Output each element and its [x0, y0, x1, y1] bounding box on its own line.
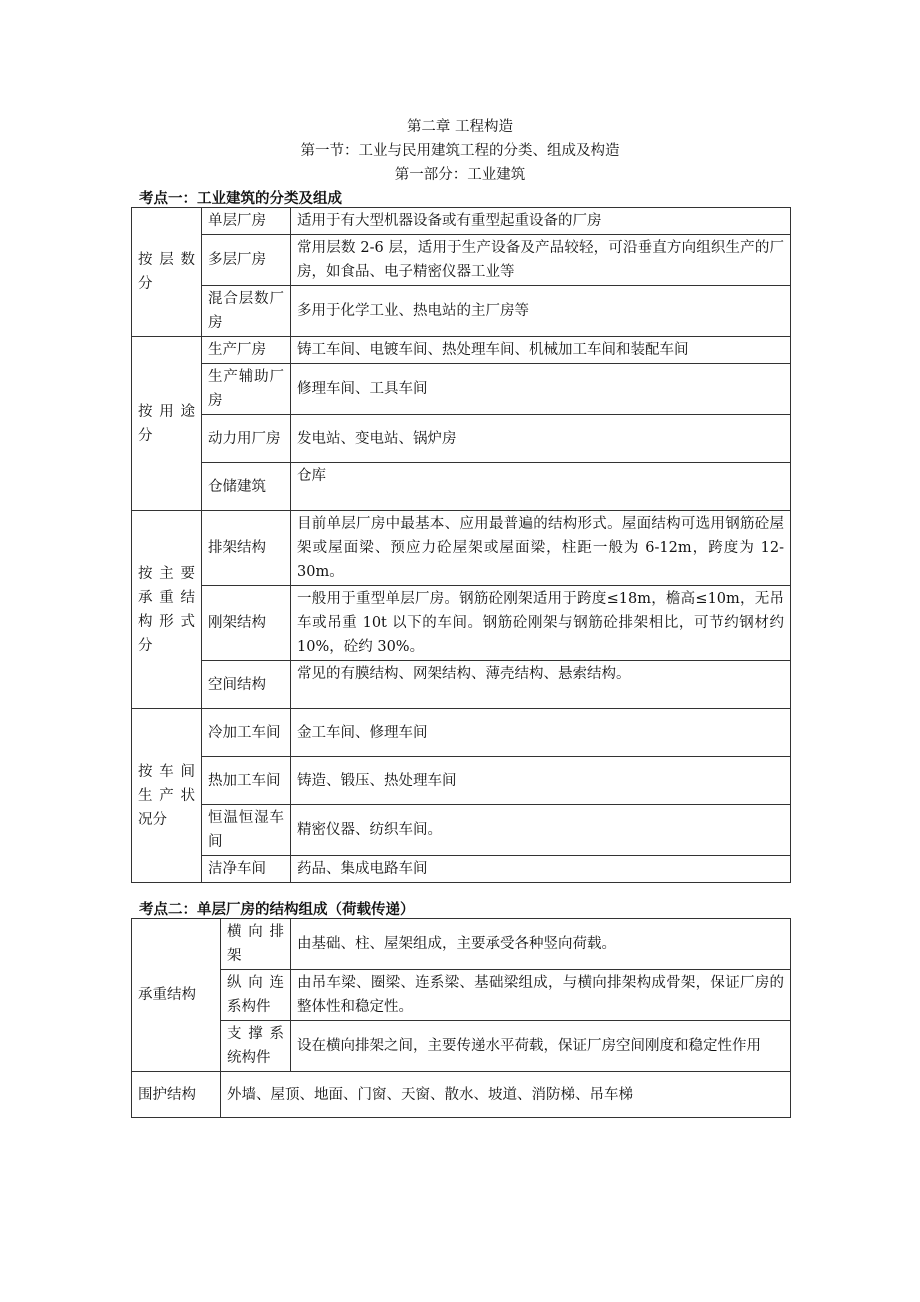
desc-cell: 常用层数 2-6 层，适用于生产设备及产品较轻，可沿垂直方向组织生产的厂房，如食品、电子精密仪器工业等	[291, 235, 791, 286]
type-cell: 单层厂房	[202, 208, 291, 235]
table-row	[132, 661, 791, 709]
type-cell: 热加工车间	[202, 757, 291, 805]
point1-heading: 考点一：工业建筑的分类及组成	[139, 190, 342, 207]
category-cell: 按层数分	[132, 208, 202, 337]
type-cell: 洁净车间	[202, 856, 291, 883]
desc-cell: 铸工车间、电镀车间、热处理车间、机械加工车间和装配车间	[291, 337, 791, 364]
table-row	[132, 757, 791, 805]
table-row	[132, 709, 791, 757]
type-cell: 横向排架	[221, 919, 291, 970]
table-row	[132, 415, 791, 463]
desc-cell: 适用于有大型机器设备或有重型起重设备的厂房	[291, 208, 791, 235]
table-row	[132, 1072, 791, 1118]
desc-cell: 金工车间、修理车间	[291, 709, 791, 757]
table-row	[132, 511, 791, 586]
type-cell: 动力用厂房	[202, 415, 291, 463]
part-title: 第一部分：工业建筑	[394, 167, 526, 183]
table-row	[132, 586, 791, 661]
desc-cell: 铸造、锻压、热处理车间	[291, 757, 791, 805]
desc-cell: 精密仪器、纺织车间。	[291, 805, 791, 856]
desc-cell: 外墙、屋顶、地面、门窗、天窗、散水、坡道、消防梯、吊车梯	[221, 1072, 791, 1118]
desc-cell: 多用于化学工业、热电站的主厂房等	[291, 286, 791, 337]
category-cell: 按用途分	[132, 337, 202, 511]
desc-cell: 目前单层厂房中最基本、应用最普遍的结构形式。屋面结构可选用钢筋砼屋架或屋面梁、预应力砼屋架或屋面梁，柱距一般为 6-12m，跨度为 12-30m。	[291, 511, 791, 586]
table-row	[132, 286, 791, 337]
desc-cell: 发电站、变电站、锅炉房	[291, 415, 791, 463]
type-cell: 生产辅助厂房	[202, 364, 291, 415]
desc-cell: 由吊车梁、圈梁、连系梁、基础梁组成，与横向排架构成骨架，保证厂房的整体性和稳定性。	[291, 970, 791, 1021]
desc-cell: 药品、集成电路车间	[291, 856, 791, 883]
desc-cell: 仓库	[291, 463, 791, 511]
table-row	[132, 1021, 791, 1072]
category-cell: 按主要承重结构形式分	[132, 511, 202, 709]
category-cell: 承重结构	[132, 919, 221, 1072]
table-row	[132, 919, 791, 970]
table-row	[132, 208, 791, 235]
desc-cell: 设在横向排架之间，主要传递水平荷载，保证厂房空间刚度和稳定性作用	[291, 1021, 791, 1072]
category-cell: 围护结构	[132, 1072, 221, 1118]
type-cell: 纵向连系构件	[221, 970, 291, 1021]
type-cell: 混合层数厂房	[202, 286, 291, 337]
category-cell: 按车间生产状况分	[132, 709, 202, 883]
chapter-title: 第二章 工程构造	[406, 119, 514, 135]
type-cell: 多层厂房	[202, 235, 291, 286]
desc-cell: 一般用于重型单层厂房。钢筋砼刚架适用于跨度≤18m，檐高≤10m，无吊车或吊重 10t 以下的车间。钢筋砼刚架与钢筋砼排架相比，可节约钢材约 10%，砼约 30%。	[291, 586, 791, 661]
type-cell: 仓储建筑	[202, 463, 291, 511]
table-row	[132, 337, 791, 364]
table-row	[132, 856, 791, 883]
type-cell: 排架结构	[202, 511, 291, 586]
industrial-building-classification-table	[131, 207, 791, 883]
point2-heading: 考点二：单层厂房的结构组成（荷载传递）	[139, 901, 415, 918]
table-row	[132, 463, 791, 511]
type-cell: 生产厂房	[202, 337, 291, 364]
table-row	[132, 970, 791, 1021]
desc-cell: 由基础、柱、屋架组成，主要承受各种竖向荷载。	[291, 919, 791, 970]
type-cell: 刚架结构	[202, 586, 291, 661]
table-row	[132, 235, 791, 286]
type-cell: 恒温恒湿车间	[202, 805, 291, 856]
table-row	[132, 364, 791, 415]
type-cell: 支撑系统构件	[221, 1021, 291, 1072]
table-row	[132, 805, 791, 856]
type-cell: 空间结构	[202, 661, 291, 709]
desc-cell: 常见的有膜结构、网架结构、薄壳结构、悬索结构。	[291, 661, 791, 709]
section-title: 第一节：工业与民用建筑工程的分类、组成及构造	[300, 143, 620, 159]
type-cell: 冷加工车间	[202, 709, 291, 757]
single-storey-structure-table	[131, 918, 791, 1118]
desc-cell: 修理车间、工具车间	[291, 364, 791, 415]
